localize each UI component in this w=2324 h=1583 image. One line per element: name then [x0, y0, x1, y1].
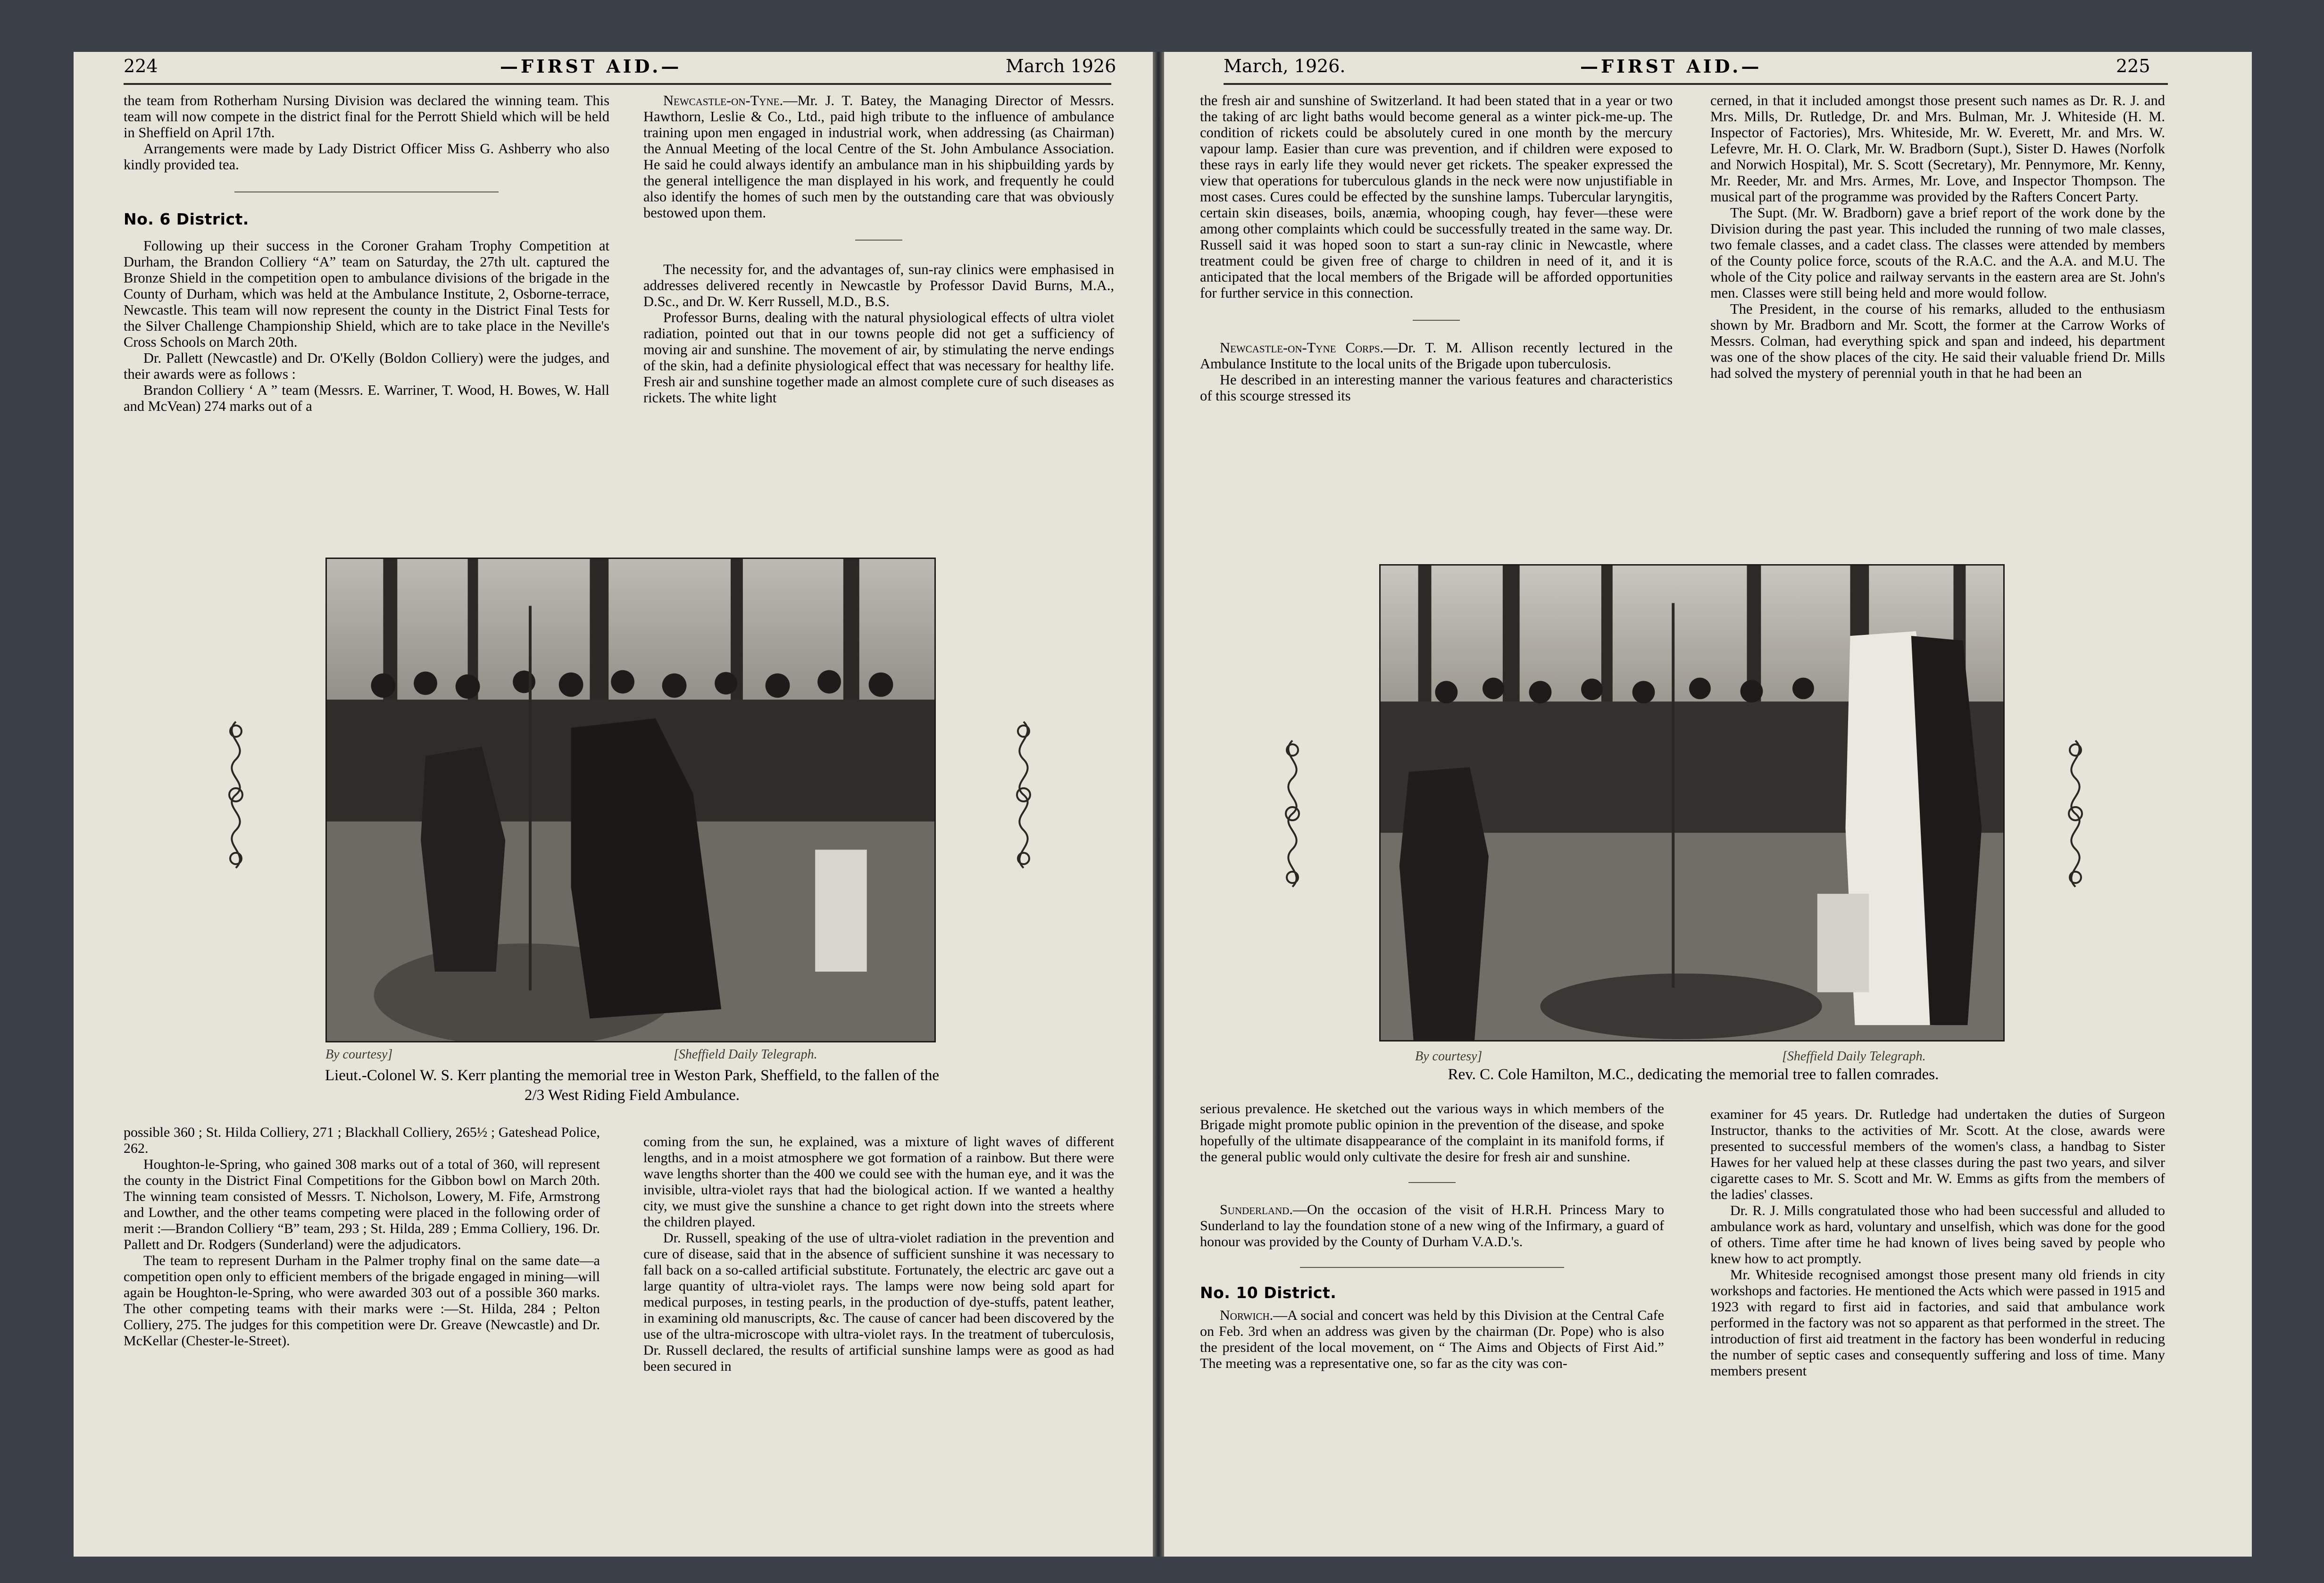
paragraph: Houghton-le-Spring, who gained 308 marks out of a total of 360, will represent the county in the District Final Competitions for the Gibbon bowl on March 20th. The winning team consisted of Messrs. T. Nicholson, Lowery, M. Fife, Armstrong and Lowther, and the other teams competing were placed in the following order of merit :—Brandon Colliery “B” team, 293 ; St. Hilda, 289 ; Emma Colliery, 196. Dr. Pallett and Dr. Rodgers (Sunderland) were the adjudicators.	[124, 1157, 600, 1252]
paragraph: the team from Rotherham Nursing Division was declared the winning team. This team will now compete in the district final for the Perrott Shield which will be held in Sheffield on April 17th.	[124, 92, 609, 141]
paragraph-lead: Newcastle-on-Tyne.	[663, 92, 783, 108]
paragraph: examiner for 45 years. Dr. Rutledge had undertaken the duties of Surgeon Instructor, thanks to the activities of Mr. Scott. At the close, awards were presented to successful members of the women's class, a handbag to Sister Hawes for her valued help at these classes during the past two years, and silver cigarette cases to Mr. S. Scott and Mr. W. Emms as gifts from the members of the ladies' classes.	[1710, 1107, 2165, 1202]
photo-caption-line-2: 2/3 West Riding Field Ambulance.	[525, 1087, 740, 1104]
paragraph: serious prevalence. He sketched out the various ways in which members of the Brigade might promote public opinion in the prevention of the disease, and spoke hopefully of the ultimate disappearance of the complaint in its manifold forms, if the general public would only cultivate the desire for fresh air and sunshine.	[1200, 1101, 1664, 1165]
section-divider	[1300, 1267, 1564, 1268]
paragraph: Newcastle-on-Tyne Corps.—Dr. T. M. Allison recently lectured in the Ambulance Institute to the local units of the Brigade upon tuberculosis.	[1200, 340, 1673, 372]
paragraph: Norwich.—A social and concert was held by this Division at the Central Cafe on Feb. 3rd when an address was given by the chairman (Dr. Pope) who is also the president of the local movement, on “ The Aims and Objects of First Aid.” The meeting was a representative one, so far as the city was con-	[1200, 1308, 1664, 1371]
paragraph: The Supt. (Mr. W. Bradborn) gave a brief report of the work done by the Division during the past year. This included the running of two male classes, two female classes, and a cadet class. The classes were attended by members of the County police force, scouts of the R.A.C. and the A.A. and M.U. The whole of the City police and railway servants in the eastern area are St. John's men. Classes were still being held and more would follow.	[1710, 205, 2165, 301]
photo-credit-right: [Sheffield Daily Telegraph.	[1782, 1049, 1926, 1064]
paragraph: cerned, in that it included amongst those present such names as Dr. R. J. and Mrs. Mills, Dr. Rutledge, Dr. and Mrs. Bulman, Mr. J. Whiteside (H. M. Inspector of Factories), Mrs. Whiteside, Mr. W. Everett, Mr. and Mrs. W. Lefevre, Mr. H. O. Clark, Mr. W. Bradborn (Supt.), Sister D. Hawes (Norfolk and Norwich Hospital), Mr. S. Scott (Secretary), Mr. Pennymore, Mr. Kenny, Mr. Reeder, Mr. and Mrs. Armes, Mr. Love, and Inspector Thompson. The musical part of the programme was provided by the Rafters Concert Party.	[1710, 92, 2165, 205]
section-heading: No. 10 District.	[1200, 1283, 1337, 1302]
short-divider	[1408, 1182, 1456, 1183]
right-page-number: 225	[2116, 56, 2150, 76]
paragraph: Professor Burns, dealing with the natural physiological effects of ultra violet radiation, pointed out that in our towns people did not get a sufficiency of moving air and sunshine. The movement of air, by stimulating the nerve endings of the skin, had a definite physiological effect that was necessary for healthy life. Fresh air and sunshine together made an almost complete cure of such diseases as rickets. The white light	[643, 309, 1114, 406]
short-divider	[855, 240, 902, 241]
right-date: March, 1926.	[1224, 56, 1346, 76]
right-running-title: —FIRST AID.—	[1580, 56, 1762, 77]
paragraph-lead: Newcastle-on-Tyne Corps.	[1220, 340, 1384, 356]
paragraph: Dr. R. J. Mills congratulated those who had been successful and alluded to ambulance work as hard, voluntary and unselfish, which was done for the good of others. Time after time he had known of lives being saved by people who knew how to act promptly.	[1710, 1203, 2165, 1266]
photo-caption: Rev. C. Cole Hamilton, M.C., dedicating the memorial tree to fallen comrades.	[1448, 1066, 1939, 1083]
photo-credit-left: By courtesy]	[325, 1047, 393, 1062]
photo-tree-dedication	[1379, 564, 2005, 1041]
paragraph: The President, in the course of his remarks, alluded to the enthusiasm shown by Mr. Bradborn and Mr. Scott, the former at the Carrow Works of Messrs. Colman, had everything spick and span and indeed, his department was one of the show places of the city. He said their valuable friend Dr. Mills had solved the mystery of perennial youth in that he had been an	[1710, 301, 2165, 381]
short-divider	[1413, 320, 1460, 321]
left-page-number: 224	[124, 56, 158, 76]
right-column-3	[1200, 1101, 1664, 1372]
left-column-1	[124, 92, 609, 414]
scroll-ornament-icon	[217, 717, 255, 873]
right-column-1	[1200, 92, 1673, 404]
paragraph: He described in an interesting manner the various features and characteristics of this scourge stressed its	[1200, 372, 1673, 404]
left-date: March 1926	[1006, 56, 1116, 76]
paragraph: Following up their success in the Coroner Graham Trophy Competition at Durham, the Brandon Colliery “A” team on Saturday, the 27th ult. captured the Bronze Shield in the competition open to ambulance divisions of the brigade in the County of Durham, which was held at the Ambulance Institute, 2, Osborne-terrace, Newcastle. This team will now represent the county in the District Final Tests for the Silver Challenge Championship Shield, which are to take place in the Neville's Cross Schools on March 20th.	[124, 238, 609, 350]
section-heading: No. 6 District.	[124, 210, 249, 228]
paragraph: possible 360 ; St. Hilda Colliery, 271 ; Blackhall Colliery, 265½ ; Gateshead Police, 262.	[124, 1125, 600, 1156]
left-column-3	[124, 1125, 600, 1349]
paragraph: Dr. Pallett (Newcastle) and Dr. O'Kelly (Boldon Colliery) were the judges, and their awards were as follows :	[124, 350, 609, 382]
paragraph: The team to represent Durham in the Palmer trophy final on the same date—a competition open only to efficient members of the brigade engaged in mining—will again be Houghton-le-Spring, who were awarded 303 out of a possible 360 marks. The other competing teams with their marks were :—St. Hilda, 284 ; Pelton Colliery, 275. The judges for this competition were Dr. Greave (Newcastle) and Dr. McKellar (Chester-le-Street).	[124, 1253, 600, 1349]
paragraph: coming from the sun, he explained, was a mixture of light waves of different lengths, and in a moist atmosphere we got formation of a rainbow. But there were wave lengths shorter than the 400 we could see with the human eye, and it was the invisible, ultra-violet rays that had the biological action. If we wanted a healthy city, we must give the sunshine a chance to get right down into the streets where the children played.	[643, 1134, 1114, 1230]
paragraph-lead: Sunderland.	[1220, 1202, 1293, 1217]
paragraph: Mr. Whiteside recognised amongst those present many old friends in city workshops and factories. He mentioned the Acts which were passed in 1915 and 1923 with regard to first aid in factories, and said that ambulance work performed in the factory was not so apparent as that performed in the street. The introduction of first aid treatment in the factory has been wonderful in reducing the number of septic cases and consequently suffering and loss of time. Many members present	[1710, 1267, 2165, 1379]
scroll-ornament-icon	[1005, 717, 1042, 873]
paragraph: Dr. Russell, speaking of the use of ultra-violet radiation in the prevention and cure of disease, said that in the absence of sufficient sunshine it was necessary to fall back on a so-called artificial substitute. Fortunately, the electric arc gave out a large quantity of ultra-violet rays. The lamps were now being sold apart for medical purposes, in testing pearls, in the production of dye-stuffs, patent leather, in examining old manuscripts, &c. The cause of cancer had been discovered by the use of the ultra-microscope with ultra-violet rays. In the treatment of tuberculosis, Dr. Russell declared, the results of artificial sunshine lamps were as good as had been secured in	[643, 1230, 1114, 1374]
left-header-rule	[124, 83, 1111, 85]
paragraph: Sunderland.—On the occasion of the visit of H.R.H. Princess Mary to Sunderland to lay the foundation stone of a new wing of the Infirmary, a guard of honour was provided by the County of Durham V.A.D.'s.	[1200, 1202, 1664, 1250]
scroll-ornament-icon	[2057, 736, 2094, 891]
photo-credit-right: [Sheffield Daily Telegraph.	[674, 1047, 817, 1062]
right-column-4	[1710, 1107, 2165, 1379]
paragraph: The necessity for, and the advantages of, sun-ray clinics were emphasised in addresses delivered recently in Newcastle by Professor David Burns, M.A., D.Sc., and Dr. W. Kerr Russell, M.D., B.S.	[643, 261, 1114, 309]
left-column-2	[643, 92, 1114, 406]
left-column-4	[643, 1134, 1114, 1375]
scroll-ornament-icon	[1274, 736, 1311, 891]
paragraph-lead: Norwich.	[1220, 1308, 1274, 1323]
paragraph: Brandon Colliery ‘ A ” team (Messrs. E. Warriner, T. Wood, H. Bowes, W. Hall and McVean) 274 marks out of a	[124, 382, 609, 414]
paragraph: Arrangements were made by Lady District Officer Miss G. Ashberry who also kindly provided tea.	[124, 141, 609, 173]
photo-caption-line-1: Lieut.-Colonel W. S. Kerr planting the memorial tree in Weston Park, Sheffield, to the fallen of the	[325, 1067, 940, 1084]
right-header-rule	[1224, 83, 2168, 85]
photo-tree-planting-weston-park	[325, 558, 936, 1042]
paragraph: Newcastle-on-Tyne.—Mr. J. T. Batey, the Managing Director of Messrs. Hawthorn, Leslie & Co., Ltd., paid high tribute to the influence of ambulance training upon men engaged in industrial work, when addressing (as Chairman) the Annual Meeting of the local Centre of the St. John Ambulance Association. He said he could always identify an ambulance man in his shipbuilding yards by the general intelligence the man displayed in his work, and frequently he could also identify the homes of such men by the outstanding care that was obviously bestowed upon them.	[643, 92, 1114, 221]
photo-credit-left: By courtesy]	[1415, 1049, 1483, 1064]
right-column-2	[1710, 92, 2165, 381]
paragraph: the fresh air and sunshine of Switzerland. It had been stated that in a year or two the taking of arc light baths would become general as a winter pick-me-up. The condition of rickets could be absolutely cured in one month by the mercury vapour lamp. Easier than cure was prevention, and if children were exposed to these rays in early life they would never get rickets. The speaker expressed the view that operations for tuberculous glands in the neck were now unjustifiable in most cases. Cures could be effected by the sunshine lamps. Tubercular laryngitis, certain skin diseases, boils, anæmia, whooping cough, hay fever—these were among other complaints which could be successfully treated in the same way. Dr. Russell said it was hoped soon to start a sun-ray clinic in Newcastle, where treatment could be given free of charge to children in need of it, and it is anticipated that the local members of the Brigade will be afforded opportunities for further service in this connection.	[1200, 92, 1673, 301]
left-running-title: —FIRST AID.—	[500, 56, 682, 77]
